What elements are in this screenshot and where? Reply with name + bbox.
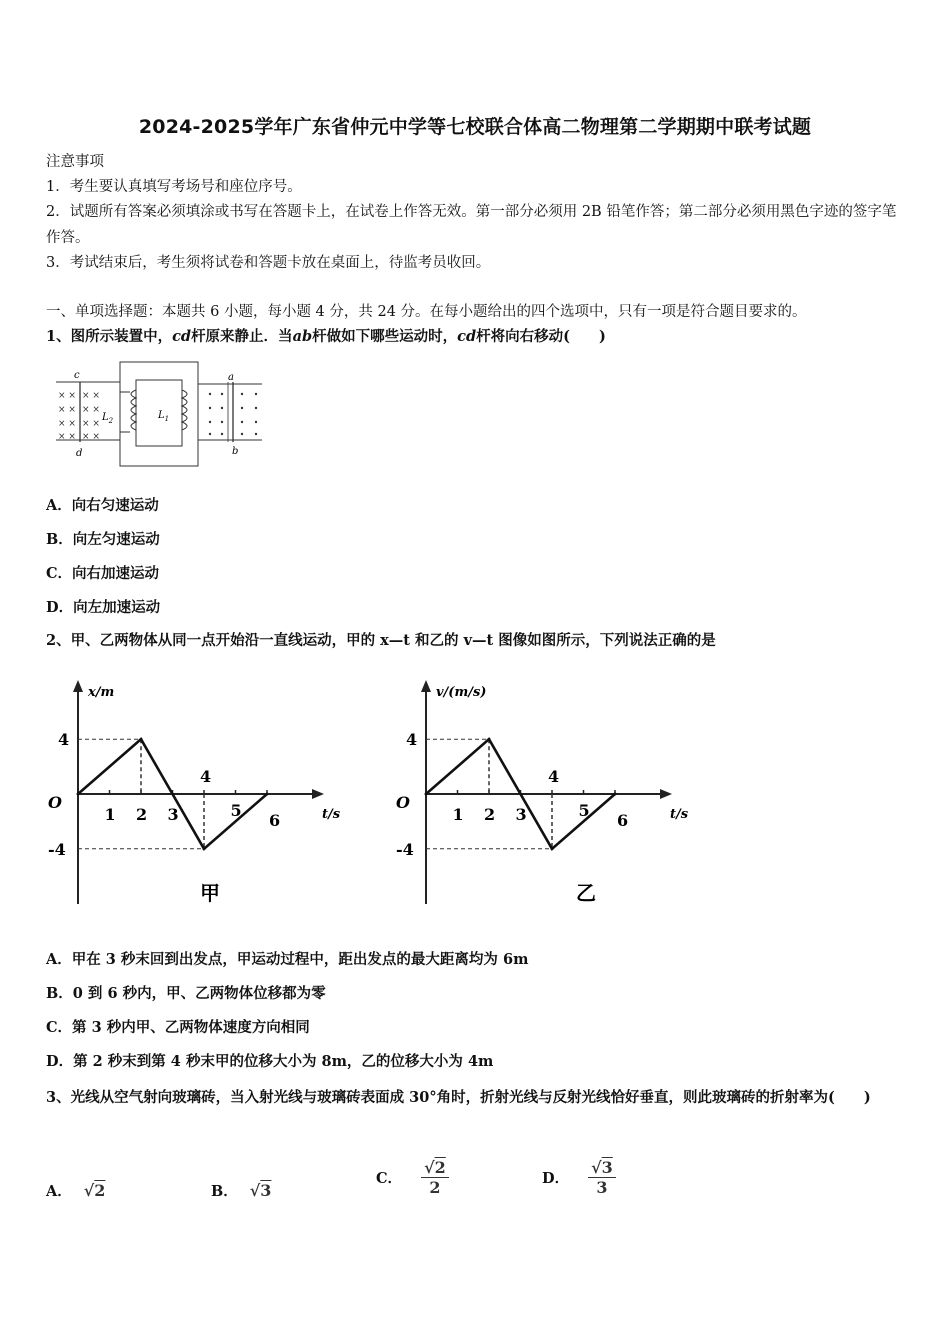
- x-axis-arrow: [660, 789, 672, 799]
- chart-name-label: 甲: [200, 881, 220, 905]
- svg-text:× ×: × ×: [58, 391, 76, 401]
- data-point: [425, 793, 428, 796]
- q1-figure: [50, 360, 270, 470]
- x-axis-arrow: [312, 789, 324, 799]
- x-tick-label-5: 5: [230, 801, 242, 820]
- coil-l2: [131, 390, 136, 430]
- svg-text:× ×: × ×: [58, 419, 76, 429]
- data-point: [614, 793, 617, 796]
- data-point: [203, 847, 206, 850]
- data-point: [488, 738, 491, 741]
- y-tick-label-neg4: -4: [396, 839, 414, 859]
- q1-option-d[interactable]: D．向左加速运动: [46, 599, 161, 616]
- x-tick-label-2: 2: [484, 805, 496, 824]
- notice-item-2: 2．试题所有答案必须填涂或书写在答题卡上，在试卷上作答无效。第一部分必须用 2B 铅笔作答；第二部分必须用黑色字迹的签字笔作答。: [46, 204, 897, 246]
- q1-option-a[interactable]: A．向右匀速运动: [46, 497, 159, 514]
- label-c: c: [74, 370, 80, 381]
- y-tick-label-4: 4: [58, 730, 70, 750]
- chart-jia: [40, 672, 360, 922]
- x-axis-label: t/s: [670, 807, 689, 822]
- x-tick-label-6: 6: [617, 811, 629, 830]
- q3-option-b[interactable]: B． √3: [211, 1181, 272, 1200]
- svg-text:× ×: × ×: [58, 432, 76, 442]
- question-2-text: 2、甲、乙两物体从同一点开始沿一直线运动，甲的 x—t 和乙的 v—t 图像如图所示，下列说法正确的是: [46, 632, 716, 649]
- svg-text:× ×: × ×: [82, 432, 100, 442]
- coil-l1: [182, 390, 187, 430]
- page-title: 2024-2025学年广东省仲元中学等七校联合体高二物理第二学期期中联考试题: [138, 116, 812, 138]
- svg-text:× ×: × ×: [82, 405, 100, 415]
- y-tick-label-4: 4: [406, 730, 418, 750]
- label-d: d: [76, 448, 83, 459]
- x-tick-label-1: 1: [452, 805, 464, 824]
- label-l2: $L_2$: [102, 412, 114, 425]
- svg-text:× ×: × ×: [82, 419, 100, 429]
- question-1-text: 1、图所示装置中，cd杆原来静止．当ab杆做如下哪些运动时，cd杆将向右移动( ): [46, 328, 606, 345]
- data-point: [551, 847, 554, 850]
- data-point: [140, 738, 143, 741]
- x-tick-label-5: 5: [578, 801, 590, 820]
- label-l1: $L_1$: [158, 410, 170, 423]
- y-axis-arrow: [421, 680, 431, 692]
- section-heading: 一、单项选择题：本题共 6 小题，每小题 4 分，共 24 分。在每小题给出的四个选项中，只有一项是符合题目要求的。: [46, 304, 807, 320]
- q2-option-d[interactable]: D．第 2 秒末到第 4 秒末甲的位移大小为 8m，乙的位移大小为 4m: [46, 1053, 494, 1070]
- x-tick-label-6: 6: [269, 811, 281, 830]
- origin-label: O: [48, 793, 62, 812]
- y-axis-label: x/m: [88, 685, 115, 700]
- svg-text:× ×: × ×: [58, 405, 76, 415]
- data-point: [77, 793, 80, 796]
- q3-option-d[interactable]: D． $\frac{√3}{3}$: [542, 1158, 616, 1197]
- question-3-text: 3、光线从空气射向玻璃砖，当入射光线与玻璃砖表面成 30°角时，折射光线与反射光线恰好垂直，则此玻璃砖的折射率为( ): [46, 1089, 871, 1106]
- q1-option-c[interactable]: C．向右加速运动: [46, 565, 160, 582]
- data-point: [266, 793, 269, 796]
- svg-text:× ×: × ×: [82, 391, 100, 401]
- x-tick-label-2: 2: [136, 805, 148, 824]
- q3-option-c[interactable]: C． $\frac{√2}{2}$: [376, 1158, 449, 1197]
- origin-label: O: [396, 793, 410, 812]
- y-axis-label: v/(m/s): [436, 685, 487, 700]
- notice-item-1: 1．考生要认真填写考场号和座位序号。: [46, 179, 302, 195]
- chart-yi: [388, 672, 708, 922]
- q3-option-a[interactable]: A． √2: [46, 1181, 106, 1200]
- notice-item-3: 3．考试结束后，考生须将试卷和答题卡放在桌面上，待监考员收回。: [46, 255, 491, 271]
- magnetic-field-into-marks: [58, 391, 100, 442]
- x-tick-label-3: 3: [167, 805, 179, 824]
- y-tick-label-neg4: -4: [48, 839, 66, 859]
- x-tick-label-4: 4: [200, 767, 212, 786]
- q1-option-b[interactable]: B．向左匀速运动: [46, 531, 160, 548]
- label-a: a: [228, 372, 234, 383]
- notice-heading: 注意事项: [46, 154, 104, 170]
- chart-name-label: 乙: [576, 881, 596, 905]
- x-tick-label-1: 1: [104, 805, 116, 824]
- y-axis-arrow: [73, 680, 83, 692]
- q2-option-a[interactable]: A．甲在 3 秒末回到出发点，甲运动过程中，距出发点的最大距离均为 6m: [46, 951, 529, 968]
- q2-option-b[interactable]: B．0 到 6 秒内，甲、乙两物体位移都为零: [46, 985, 326, 1002]
- x-tick-label-3: 3: [515, 805, 527, 824]
- q2-option-c[interactable]: C．第 3 秒内甲、乙两物体速度方向相同: [46, 1019, 310, 1036]
- x-tick-label-4: 4: [548, 767, 560, 786]
- label-b: b: [232, 446, 239, 457]
- x-axis-label: t/s: [322, 807, 341, 822]
